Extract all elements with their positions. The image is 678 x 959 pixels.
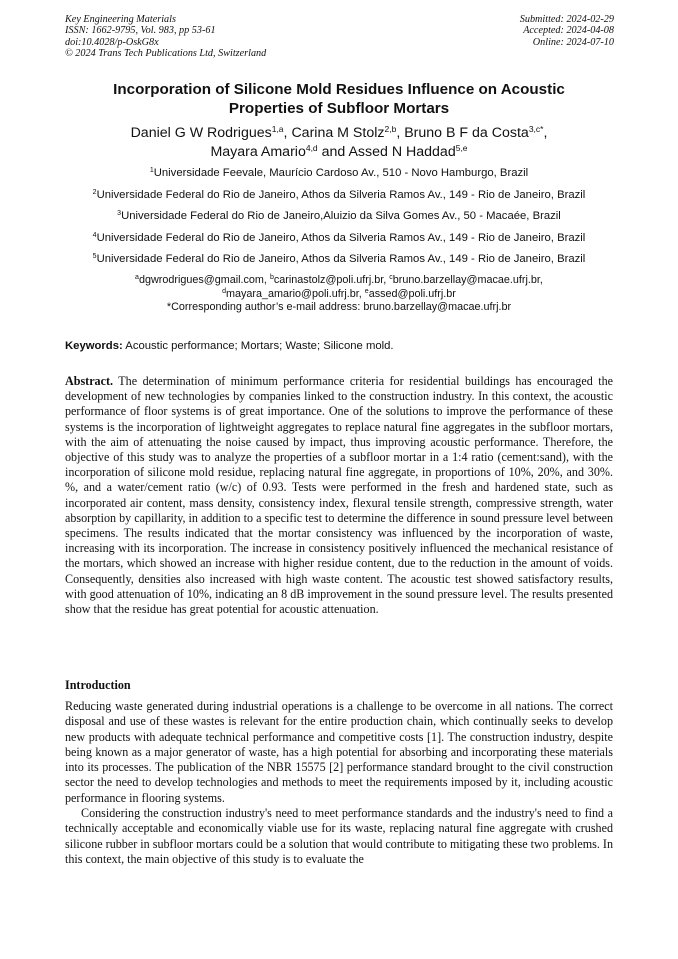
online-date: Online: 2024-07-10 bbox=[532, 36, 614, 48]
author-name: Daniel G W Rodrigues bbox=[130, 125, 272, 141]
email-marker: e bbox=[364, 287, 369, 295]
journal-name: Key Engineering Materials bbox=[65, 14, 176, 25]
author-list bbox=[60, 124, 618, 161]
affiliation-text: Universidade Federal do Rio de Janeiro, Athos da Silveria Ramos Av., 149 - Rio de Janeiro, Brazil bbox=[96, 189, 586, 201]
author-name: Carina M Stolz bbox=[291, 125, 385, 141]
author-separator: , bbox=[543, 125, 548, 141]
introduction-paragraph-1: Reducing waste generated during industrial operations is a challenge to be overcome in all nations. The correct disposal and use of these wastes is relevant for the entire production chain, which continually seeks to develop new products with adequate technical performance and competitive costs [1]. The construction industry, despite being known as a major generator of waste, has a high potential for absorbing and incorporating these materials into its processes. The publication of the NBR 15575 [2] performance standard brought to the civil construction sector the need to develop technologies and methods to meet the requirements imposed by it, including acoustic performance in flooring systems. bbox=[65, 699, 613, 805]
accepted-date: Accepted: 2024-04-08 bbox=[523, 25, 614, 37]
title-line-2: Properties of Subfloor Mortars bbox=[228, 99, 450, 117]
affiliation-text: Universidade Federal do Rio de Janeiro, Athos da Silveria Ramos Av., 149 - Rio de Janeiro, Brazil bbox=[96, 253, 586, 265]
author-name: Assed N Haddad bbox=[348, 143, 456, 160]
affiliation-marker: 4 bbox=[92, 232, 97, 239]
affiliation-text: Universidade Federal do Rio de Janeiro,Aluizio da Silva Gomes Av., 50 - Macaée, Brazil bbox=[121, 210, 561, 222]
author-separator: , bbox=[396, 125, 405, 141]
introduction-paragraph-2: Considering the construction industry's need to meet performance standards and the industry's need to find a technically acceptable and economically viable use for its waste, replacing natural fine aggregate with crushed silicone rubber in subfloor mortars could be a solution that would contribute to mitigating these two problems. In this context, the main objective of this study is to evaluate the bbox=[65, 806, 613, 866]
dates-header bbox=[394, 14, 614, 48]
title-line-1: Incorporation of Silicone Mold Residues Influence on Acoustic bbox=[113, 81, 565, 98]
email-d[interactable]: mayara_amario@poli.ufrj.br, bbox=[226, 287, 362, 300]
email-a[interactable]: dgwrodrigues@gmail.com, bbox=[138, 274, 267, 286]
journal-header bbox=[65, 14, 365, 60]
affiliation-text: Universidade Federal do Rio de Janeiro, Athos da Silveria Ramos Av., 149 - Rio de Janeiro, Brazil bbox=[96, 232, 586, 244]
paper-title bbox=[60, 81, 618, 118]
author-emails bbox=[60, 274, 618, 315]
keywords-text: Acoustic performance; Mortars; Waste; Silicone mold. bbox=[125, 340, 394, 352]
author-separator: , bbox=[283, 125, 292, 141]
author-affil-marker: 2,b bbox=[384, 124, 397, 134]
author-separator: and bbox=[317, 143, 349, 160]
affiliation-4 bbox=[40, 232, 638, 245]
copyright-line: © 2024 Trans Tech Publications Ltd, Switzerland bbox=[65, 48, 267, 60]
abstract-section bbox=[65, 374, 613, 617]
doi-line[interactable]: doi:10.4028/p-OskG8x bbox=[65, 36, 159, 48]
affiliation-marker: 5 bbox=[92, 253, 97, 260]
affiliation-marker: 3 bbox=[117, 210, 122, 217]
email-marker: b bbox=[269, 274, 274, 281]
corresponding-author: *Corresponding author’s e-mail address: bruno.barzellay@macae.ufrj.br bbox=[166, 301, 512, 314]
author-affil-marker: 1,a bbox=[271, 124, 284, 134]
author-affil-marker: 5,e bbox=[455, 142, 468, 153]
affiliation-2 bbox=[40, 189, 638, 202]
introduction-heading: Introduction bbox=[65, 678, 131, 692]
email-marker: c bbox=[389, 274, 393, 281]
affiliation-5 bbox=[40, 253, 638, 266]
keywords-label: Keywords: bbox=[65, 340, 123, 352]
issn-line: ISSN: 1662-9795, Vol. 983, pp 53-61 bbox=[65, 25, 216, 37]
affiliation-text: Universidade Feevale, Maurício Cardoso Av., 510 - Novo Hamburgo, Brazil bbox=[153, 167, 529, 179]
affiliation-marker: 2 bbox=[92, 189, 97, 196]
author-affil-marker: 4,d bbox=[305, 142, 318, 153]
affiliation-1 bbox=[40, 167, 638, 180]
affiliation-marker: 1 bbox=[149, 167, 154, 174]
author-affil-marker: 3,c* bbox=[528, 124, 544, 134]
author-name: Mayara Amario bbox=[210, 143, 306, 160]
email-e[interactable]: assed@poli.ufrj.br bbox=[368, 287, 456, 300]
submitted-date: Submitted: 2024-02-29 bbox=[519, 14, 614, 25]
introduction-body bbox=[65, 699, 613, 867]
abstract-label: Abstract. bbox=[65, 374, 114, 388]
email-b[interactable]: carinastolz@poli.ufrj.br, bbox=[273, 274, 387, 286]
abstract-text: The determination of minimum performance criteria for residential buildings has encouraged the development of new technologies by companies linked to the construction industry. In this context, the acoustic performance of floor systems is of great importance. One of the solutions to improve the performance of these systems is the incorporation of lightweight aggregates to replace natural fine aggregates in the subfloor mortars, with the aim of attenuating the noise caused by impact, thus improving acoustic performance. Therefore, the objective of this study was to analyze the properties of a subfloor mortar in a 1:4 ratio (cement:sand), with the incorporation of silicone mold residue, replacing natural fine aggregate, in proportions of 10%, 20%, and 30%. %, and a water/cement ratio (w/c) of 0.93. Tests were performed in the fresh and hardened state, such as incorporated air content, mass density, consistency index, flexural tensile strength, compressive strength, water absorption by capillarity, in addition to a specific test to determine the difference in sound pressure level between specimens. The results indicated that the mortar consistency was influenced by the incorporation of waste, increasing with its incorporation. The increase in consistency positively influenced the mechanical resistance of the mortars, which showed an increase with higher residue content, due to the reduction in the amount of voids. Consequently, densities also increased with high waste content. The acoustic test showed satisfactory results, with good attenuation of 10%, indicating an 8 dB improvement in the sound pressure level. The results presented show that the residue has great potential for acoustic attenuation. bbox=[65, 374, 614, 617]
author-name: Bruno B F da Costa bbox=[404, 125, 529, 141]
affiliation-3 bbox=[40, 210, 638, 223]
email-c[interactable]: bruno.barzellay@macae.ufrj.br, bbox=[392, 274, 543, 286]
email-marker: d bbox=[222, 287, 227, 295]
email-marker: a bbox=[135, 274, 139, 281]
keywords-section bbox=[65, 340, 613, 353]
